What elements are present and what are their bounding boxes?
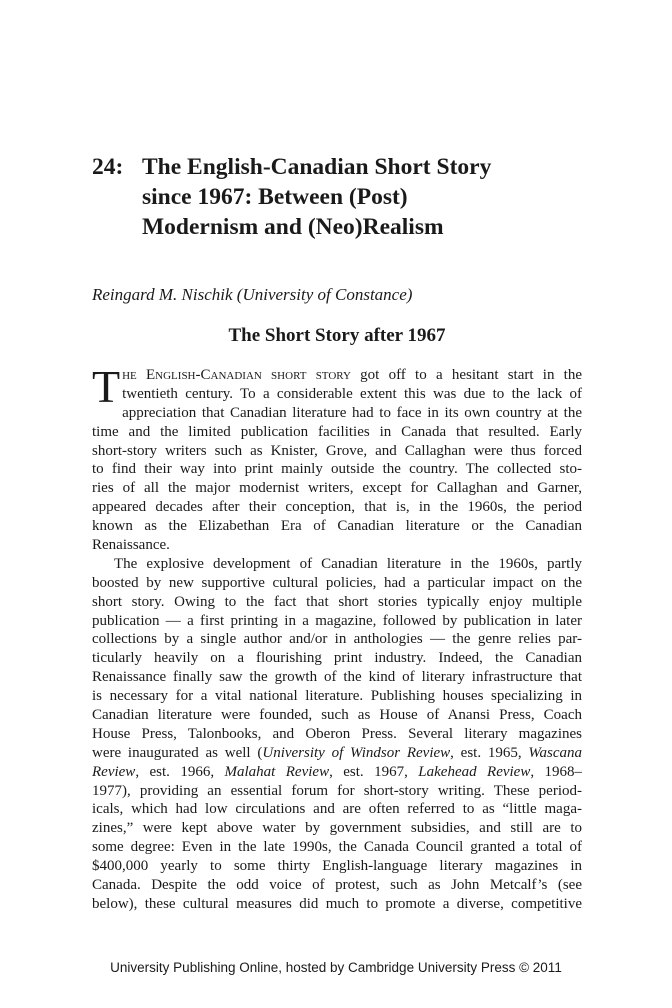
text-line: collections by a single author and/or in anthologies — the genre relies par- [92, 631, 582, 648]
text-line: 1977), providing an essential forum for short-story writing. These period- [92, 782, 582, 799]
text-line: some degree: Even in the late 1990s, the Canada Council granted a total of [92, 839, 582, 856]
chapter-title [92, 152, 592, 242]
text-line: short story. Owing to the fact that short stories typically enjoy multiple [92, 593, 582, 610]
text-line: time and the limited publication facilities in Canada that resulted. Early [92, 423, 582, 440]
text-line: Renaissance. [92, 537, 170, 554]
text-line: ries of all the major modernist writers, except for Callaghan and Garner, [92, 480, 582, 497]
author-line: Reingard M. Nischik (University of Constance) [92, 285, 413, 304]
text-line: to find their way into print mainly outside the country. The collected sto- [92, 461, 582, 478]
publisher-footer: University Publishing Online, hosted by Cambridge University Press © 2011 [110, 960, 562, 975]
text-line: Canada. Despite the odd voice of protest, such as John Metcalf’s (see [92, 877, 582, 894]
chapter-title-line: since 1967: Between (Post) [142, 184, 408, 210]
chapter-number: 24: [92, 154, 124, 180]
text-line: twentieth century. To a considerable extent this was due to the lack of [122, 385, 582, 402]
section-heading: The Short Story after 1967 [228, 325, 446, 346]
text-line: House Press, Talonbooks, and Oberon Press. Several literary magazines [92, 725, 582, 742]
chapter-title-line: Modernism and (Neo)Realism [142, 214, 444, 240]
text-line: boosted by new supportive cultural policies, had a particular impact on the [92, 574, 582, 591]
body-text [92, 361, 582, 914]
text-line: were inaugurated as well (University of Windsor Review, est. 1965, Wascana [92, 744, 582, 761]
text-line: he English-Canadian short story got off to a hesitant start in the [122, 367, 582, 383]
text-line: Renaissance finally saw the growth of the kind of literary infrastructure that [92, 669, 582, 686]
text-line: $400,000 yearly to some thirty English-language literary magazines in [92, 858, 582, 875]
text-line: appreciation that Canadian literature had to face in its own country at the [122, 404, 582, 421]
text-line: The explosive development of Canadian literature in the 1960s, partly [114, 555, 582, 572]
text-line: Review, est. 1966, Malahat Review, est. 1967, Lakehead Review, 1968– [92, 763, 582, 780]
text-line: publication — a first printing in a magazine, followed by publication in later [92, 612, 582, 629]
text-line: is necessary for a vital national literature. Publishing houses specializing in [92, 688, 582, 705]
text-line: Canadian literature were founded, such as House of Anansi Press, Coach [92, 707, 582, 724]
chapter-title-line: The English-Canadian Short Story [142, 154, 492, 180]
text-line: known as the Elizabethan Era of Canadian literature or the Canadian [92, 518, 582, 535]
text-line: short-story writers such as Knister, Grove, and Callaghan were thus forced [92, 442, 582, 459]
text-line: zines,” were kept above water by government subsidies, and still are to [92, 820, 582, 837]
text-line: ticularly heavily on a flourishing print industry. Indeed, the Canadian [92, 650, 582, 667]
text-line: below), these cultural measures did much to promote a diverse, competitive [92, 895, 582, 912]
text-line: icals, which had low circulations and are often referred to as “little maga- [92, 801, 582, 818]
text-line: appeared decades after their conception, that is, in the 1960s, the period [92, 499, 582, 516]
drop-cap: T [92, 361, 121, 412]
